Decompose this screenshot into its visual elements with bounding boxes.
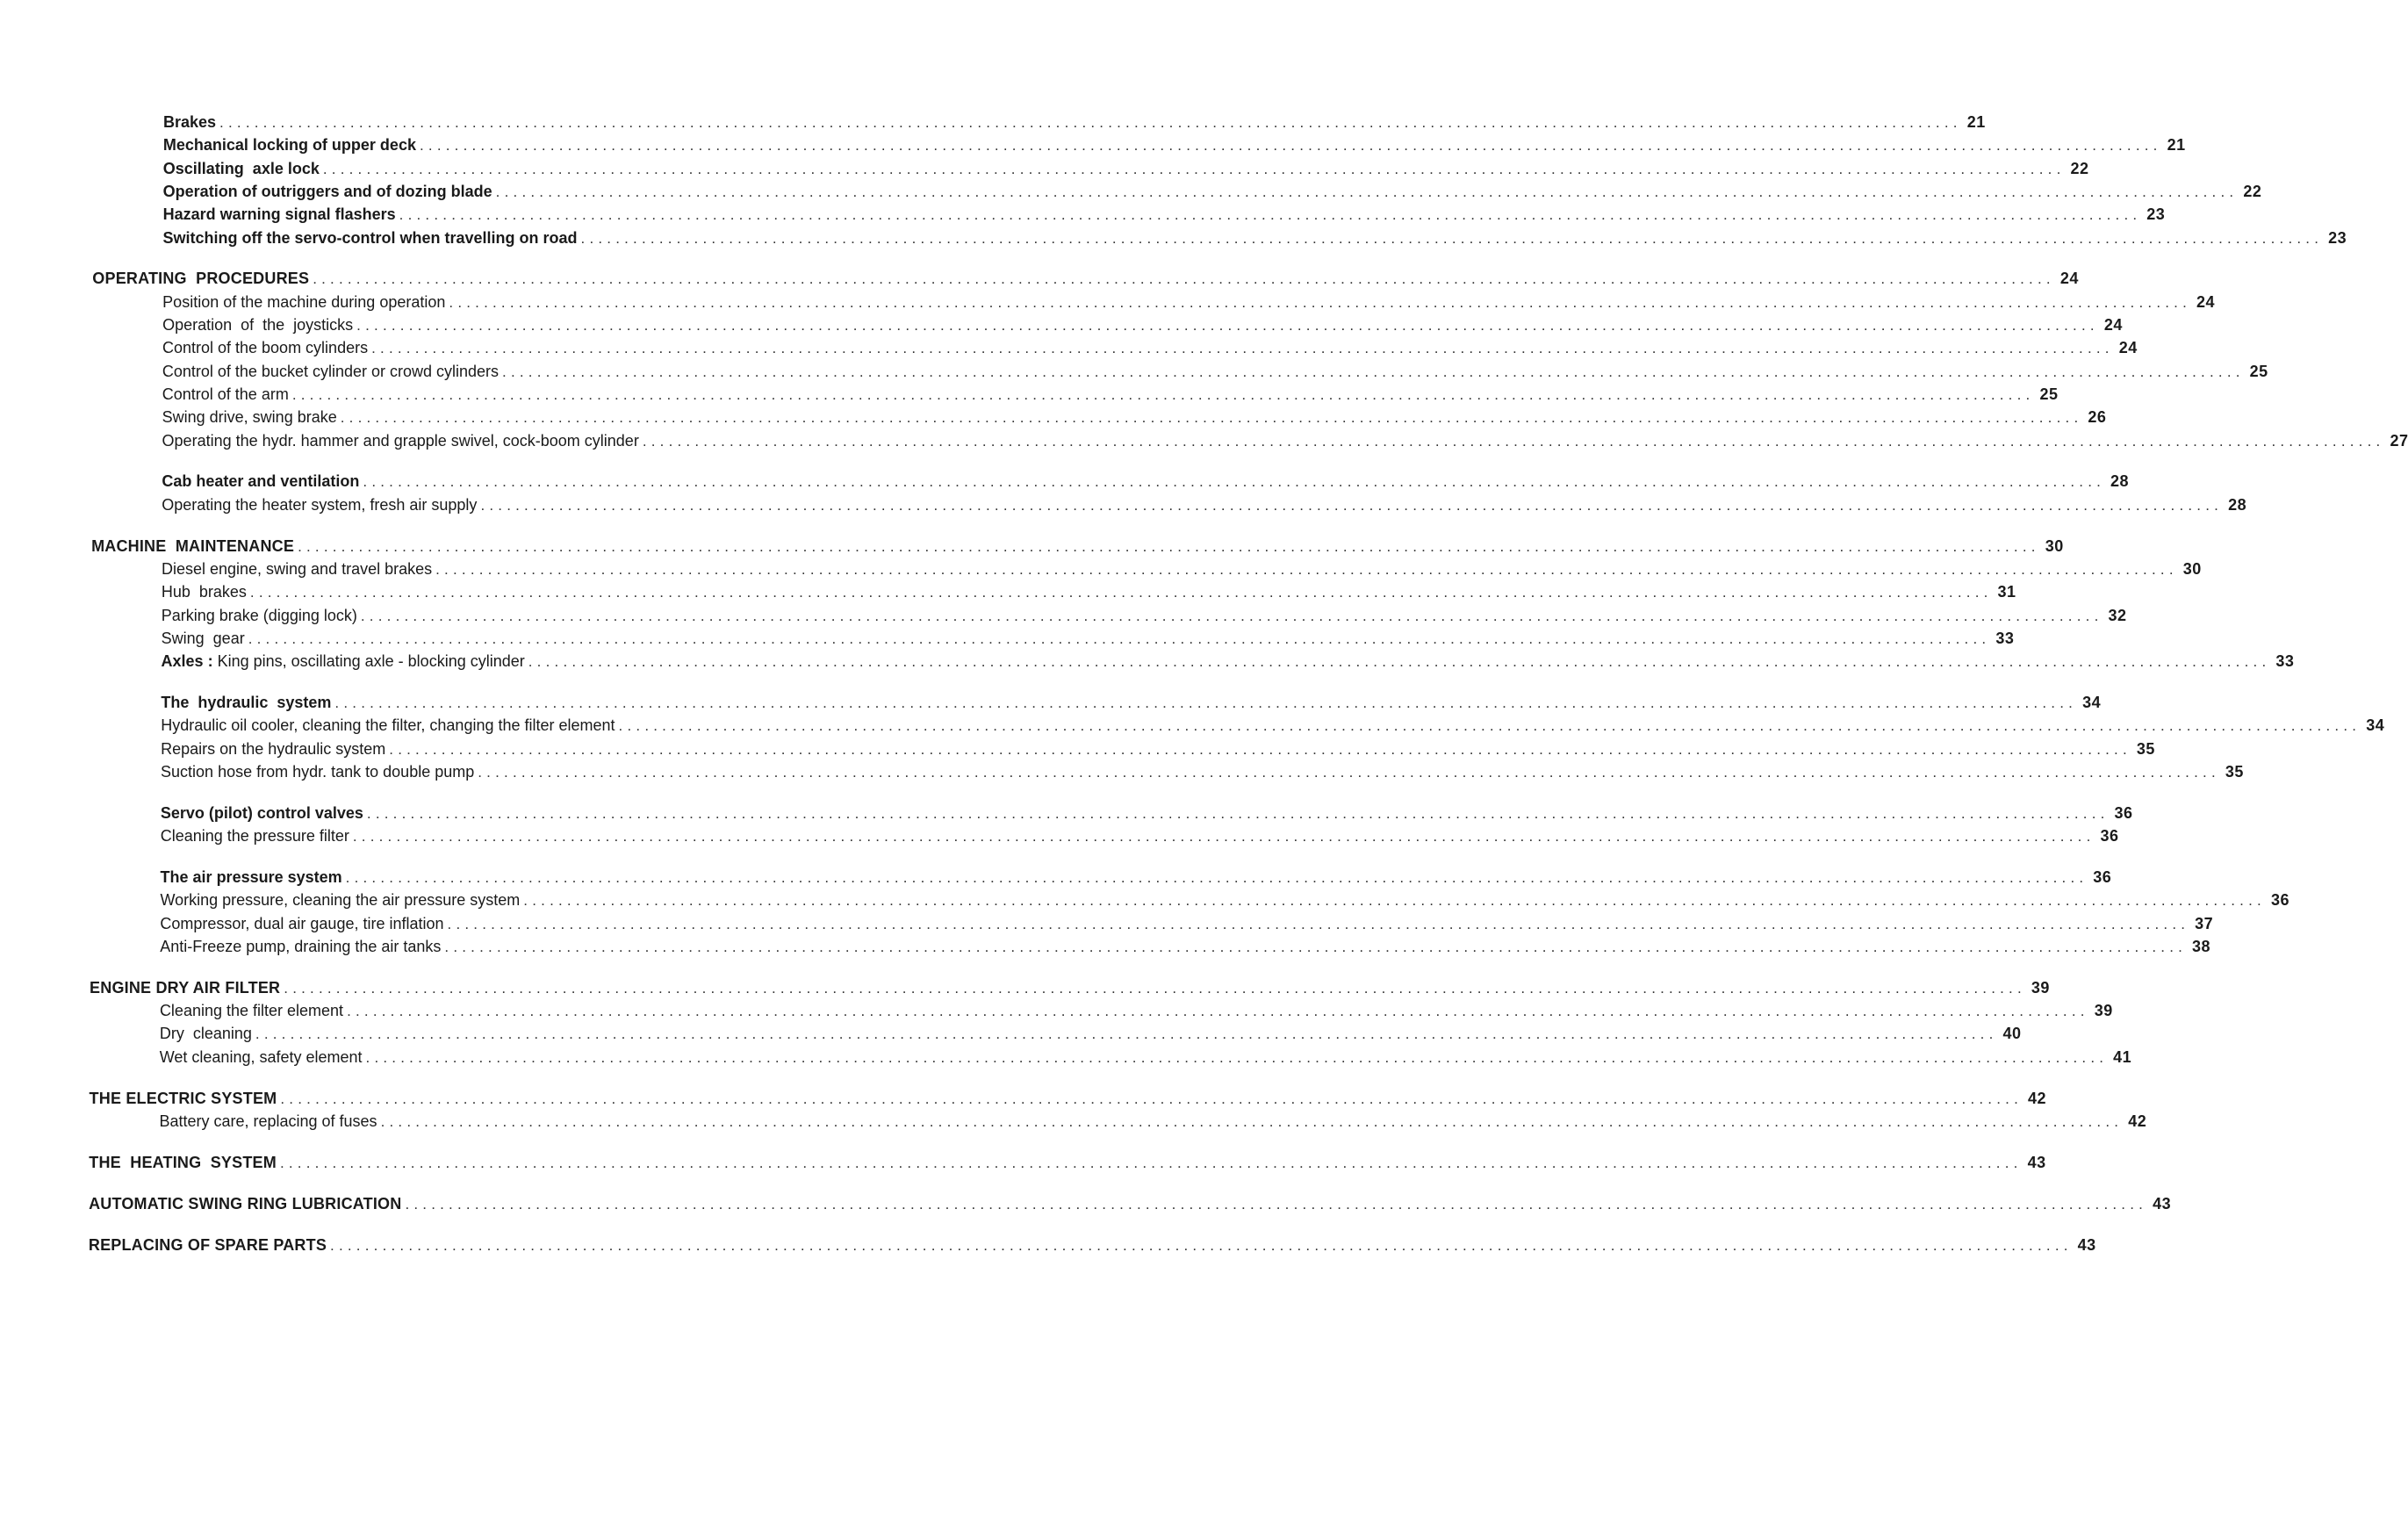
toc-section-entry: [89, 1087, 2047, 1110]
toc-page-number: 36: [2270, 891, 2289, 910]
toc-entry-title: Operating the hydr. hammer and grapple swivel, cock-boom cylinder: [162, 431, 639, 450]
toc-entry-title: Operating the heater system, fresh air supply: [162, 495, 478, 514]
toc-page-number: 24: [2118, 339, 2138, 357]
dot-leader: ........................................................................................................................................................................................................: [334, 694, 2078, 711]
dot-leader: ........................................................................................................................................................................................................: [380, 1112, 2124, 1130]
toc-page-number: 22: [2243, 182, 2262, 200]
toc-entry-title: Control of the boom cylinders: [162, 339, 369, 357]
toc-entry-title: Battery care, replacing of fuses: [159, 1112, 377, 1130]
toc-entry: [161, 650, 2295, 673]
toc-page-number: 37: [2195, 914, 2214, 932]
toc-page-number: 42: [2028, 1089, 2047, 1107]
toc-entry-title: Swing gear: [161, 629, 245, 647]
toc-entry: [162, 227, 2347, 249]
dot-leader: ........................................................................................................................................................................................................: [313, 270, 2055, 288]
dot-leader: ........................................................................................................................................................................................................: [291, 385, 2035, 403]
toc-entry-title: Oscillating axle lock: [162, 159, 320, 177]
dot-leader: ........................................................................................................................................................................................................: [444, 938, 2188, 955]
toc-page-number: 21: [1966, 113, 1986, 131]
dot-leader: ........................................................................................................................................................................................................: [502, 363, 2245, 380]
toc-entry-title: Working pressure, cleaning the air pressure system: [160, 891, 521, 910]
dot-leader: ........................................................................................................................................................................................................: [360, 607, 2103, 624]
toc-entry-title: OPERATING PROCEDURES: [92, 270, 310, 288]
toc-entry-title: Servo (pilot) control valves: [160, 803, 363, 822]
dot-leader: ........................................................................................................................................................................................................: [523, 892, 2266, 910]
toc-entry: [161, 760, 2244, 783]
toc-entry-title: THE HEATING SYSTEM: [89, 1153, 277, 1171]
toc-entry: [160, 912, 2214, 935]
dot-leader: ........................................................................................................................................................................................................: [405, 1195, 2148, 1213]
toc-page-number: 39: [2094, 1002, 2113, 1020]
toc-page-number: 36: [2093, 868, 2112, 886]
toc-entry-title: Control of the arm: [162, 385, 289, 403]
dot-leader: ........................................................................................................................................................................................................: [495, 183, 2239, 200]
toc-page-number: 24: [2196, 292, 2216, 311]
dot-leader: ........................................................................................................................................................................................................: [580, 229, 2324, 247]
toc-page-number: 34: [2366, 716, 2385, 735]
toc-entry-title: Switching off the servo-control when travelling on road: [162, 228, 578, 247]
dot-leader: ........................................................................................................................................................................................................: [480, 496, 2224, 514]
toc-entry-title: Cab heater and ventilation: [162, 472, 360, 491]
toc-page-number: 23: [2146, 205, 2166, 224]
toc-entry: [160, 866, 2112, 889]
toc-entry: [162, 493, 2247, 516]
toc-entry-title: Mechanical locking of upper deck: [162, 136, 416, 155]
toc-section-entry: [89, 1151, 2046, 1174]
toc-section-entry: [91, 535, 2064, 558]
toc-entry-title: Position of the machine during operation: [162, 292, 446, 311]
toc-section-entry: [89, 1192, 2172, 1215]
toc-page-number: 34: [2082, 694, 2102, 711]
toc-entry: [162, 360, 2268, 383]
toc-entry-title: Hydraulic oil cooler, cleaning the filter, changing the filter element: [161, 716, 615, 735]
toc-entry: [162, 470, 2130, 493]
toc-entry-title: Operation of the joysticks: [162, 316, 354, 334]
toc-entry: [162, 313, 2123, 336]
toc-entry-title: Control of the bucket cylinder or crowd cylinders: [162, 362, 500, 380]
toc-entry: [159, 1046, 2132, 1069]
toc-entry-title: Operation of outriggers and of dozing blade: [162, 182, 492, 200]
toc-entry: [161, 580, 2016, 603]
dot-leader: ........................................................................................................................................................................................................: [356, 317, 2099, 334]
dot-leader: ........................................................................................................................................................................................................: [340, 409, 2083, 427]
toc-entry: [162, 180, 2262, 203]
toc-page-number: 39: [2031, 978, 2050, 997]
toc-entry-title: Brakes: [163, 113, 217, 131]
toc-entry: [160, 802, 2133, 824]
toc-entry-title: Hazard warning signal flashers: [162, 205, 396, 224]
dot-leader: ........................................................................................................................................................................................................: [347, 1003, 2089, 1020]
toc-page-number: 26: [2088, 408, 2107, 427]
toc-entry-title: Cleaning the filter element: [159, 1002, 344, 1020]
dot-leader: ........................................................................................................................................................................................................: [371, 340, 2114, 357]
toc-page-number: 28: [2110, 472, 2130, 491]
toc-entry-title: Cleaning the pressure filter: [160, 827, 349, 846]
toc-page-number: 43: [2153, 1194, 2172, 1213]
dot-leader: ........................................................................................................................................................................................................: [298, 537, 2040, 555]
dot-leader: ........................................................................................................................................................................................................: [284, 979, 2026, 997]
toc-entry-title: Anti-Freeze pump, draining the air tanks: [160, 937, 442, 955]
toc-entry-title: MACHINE MAINTENANCE: [91, 536, 295, 555]
dot-leader: ........................................................................................................................................................................................................: [449, 293, 2192, 311]
toc-entry: [162, 429, 2408, 452]
toc-page-number: 36: [2114, 803, 2133, 822]
dot-leader: ........................................................................................................................................................................................................: [435, 560, 2178, 578]
toc-entry: [161, 738, 2155, 760]
toc-entry-title: Repairs on the hydraulic system: [161, 739, 386, 758]
toc-entry: [162, 336, 2138, 359]
toc-entry: [162, 157, 2089, 180]
toc-entry-title: Wet cleaning, safety element: [159, 1047, 363, 1066]
dot-leader: ........................................................................................................................................................................................................: [399, 206, 2142, 224]
toc-page-number: 25: [2249, 362, 2268, 380]
toc-page-number: 30: [2182, 559, 2202, 578]
dot-leader: ........................................................................................................................................................................................................: [366, 804, 2110, 822]
toc-entry: [161, 714, 2385, 737]
toc-entry-title: Dry cleaning: [159, 1025, 252, 1043]
dot-leader: ........................................................................................................................................................................................................: [419, 137, 2162, 155]
dot-leader: ........................................................................................................................................................................................................: [219, 114, 1962, 131]
dot-leader: ........................................................................................................................................................................................................: [447, 915, 2190, 932]
toc-entry: [161, 604, 2127, 627]
toc-page-number: 43: [2077, 1235, 2096, 1254]
toc-entry: [161, 627, 2015, 650]
toc-page-number: 31: [1997, 583, 2016, 601]
dot-leader: ........................................................................................................................................................................................................: [352, 828, 2095, 846]
toc-page-number: 36: [2100, 827, 2119, 846]
dot-leader: ........................................................................................................................................................................................................: [255, 1025, 1998, 1043]
toc-entry-title: Parking brake (digging lock): [161, 606, 357, 624]
toc-entry-title: [162, 650, 525, 673]
toc-page-number: 32: [2108, 606, 2127, 624]
toc-entry: [159, 1022, 2022, 1045]
toc-page-number: 24: [2059, 270, 2079, 288]
toc-page-number: 21: [2167, 136, 2186, 155]
toc-page-number: 40: [2002, 1025, 2022, 1043]
dot-leader: ........................................................................................................................................................................................................: [249, 584, 1993, 601]
toc-entry: [159, 1110, 2147, 1133]
toc-entry: [161, 691, 2102, 714]
toc-entry: [159, 999, 2113, 1022]
toc-entry-lead: Axles :: [161, 652, 218, 671]
toc-entry: [162, 406, 2107, 428]
toc-page-number: 43: [2027, 1153, 2046, 1171]
toc-page-number: 25: [2039, 385, 2059, 403]
toc-entry-title: REPLACING OF SPARE PARTS: [88, 1235, 327, 1254]
toc-entry: [162, 291, 2216, 313]
dot-leader: ........................................................................................................................................................................................................: [618, 717, 2361, 735]
toc-entry: [162, 133, 2186, 156]
toc-section-entry: [90, 976, 2050, 999]
toc-entry: [163, 111, 1986, 133]
dot-leader: ........................................................................................................................................................................................................: [248, 630, 1991, 647]
toc-entry: [162, 383, 2059, 406]
toc-page-number: 28: [2228, 495, 2247, 514]
toc-entry-title: Swing drive, swing brake: [162, 408, 337, 427]
toc-page-number: 24: [2103, 316, 2123, 334]
toc-entry-title: ENGINE DRY AIR FILTER: [90, 978, 281, 997]
toc-entry-title: AUTOMATIC SWING RING LUBRICATION: [89, 1194, 402, 1213]
toc-page-number: 30: [2045, 536, 2064, 555]
toc-page-number: 33: [1995, 629, 2015, 647]
dot-leader: ........................................................................................................................................................................................................: [642, 432, 2385, 450]
toc-entry-title-text: King pins, oscillating axle - blocking cylinder: [217, 652, 525, 671]
toc-page-number: 42: [2128, 1112, 2147, 1130]
dot-leader: ........................................................................................................................................................................................................: [478, 763, 2220, 781]
toc-entry-title: Hub brakes: [161, 583, 247, 601]
toc-entry: [160, 935, 2211, 958]
toc-entry-title: Diesel engine, swing and travel brakes: [161, 559, 433, 578]
toc-entry-title: Compressor, dual air gauge, tire inflation: [160, 914, 444, 932]
toc-entry-title: Suction hose from hydr. tank to double pump: [161, 762, 475, 781]
toc-page-number: 33: [2275, 652, 2295, 671]
dot-leader: ........................................................................................................................................................................................................: [345, 869, 2088, 886]
dot-leader: ........................................................................................................................................................................................................: [389, 740, 2131, 758]
dot-leader: ........................................................................................................................................................................................................: [528, 653, 2271, 671]
dot-leader: ........................................................................................................................................................................................................: [365, 1048, 2109, 1066]
toc-entry: [160, 889, 2289, 911]
dot-leader: ........................................................................................................................................................................................................: [322, 160, 2066, 177]
dot-leader: ........................................................................................................................................................................................................: [363, 473, 2106, 491]
toc-page-number: 22: [2070, 159, 2089, 177]
toc-page-number: 35: [2136, 739, 2155, 758]
toc-section-entry: [88, 1234, 2096, 1256]
toc-entry: [162, 203, 2166, 226]
toc-page-number: 41: [2113, 1047, 2132, 1066]
toc-section-entry: [92, 267, 2079, 290]
toc-entry-title: THE ELECTRIC SYSTEM: [89, 1089, 277, 1107]
toc-entry: [161, 558, 2202, 580]
toc-entry: [160, 824, 2119, 847]
dot-leader: ........................................................................................................................................................................................................: [280, 1090, 2023, 1107]
toc-page-number: 35: [2225, 762, 2244, 781]
dot-leader: ........................................................................................................................................................................................................: [279, 1154, 2023, 1171]
toc-entry-title: The air pressure system: [160, 868, 342, 886]
toc-page-number: 38: [2192, 937, 2211, 955]
toc-entry-title: The hydraulic system: [161, 694, 332, 711]
toc-page-number: 27: [2390, 431, 2408, 450]
toc-page-number: 23: [2328, 228, 2347, 247]
dot-leader: ........................................................................................................................................................................................................: [330, 1236, 2073, 1254]
